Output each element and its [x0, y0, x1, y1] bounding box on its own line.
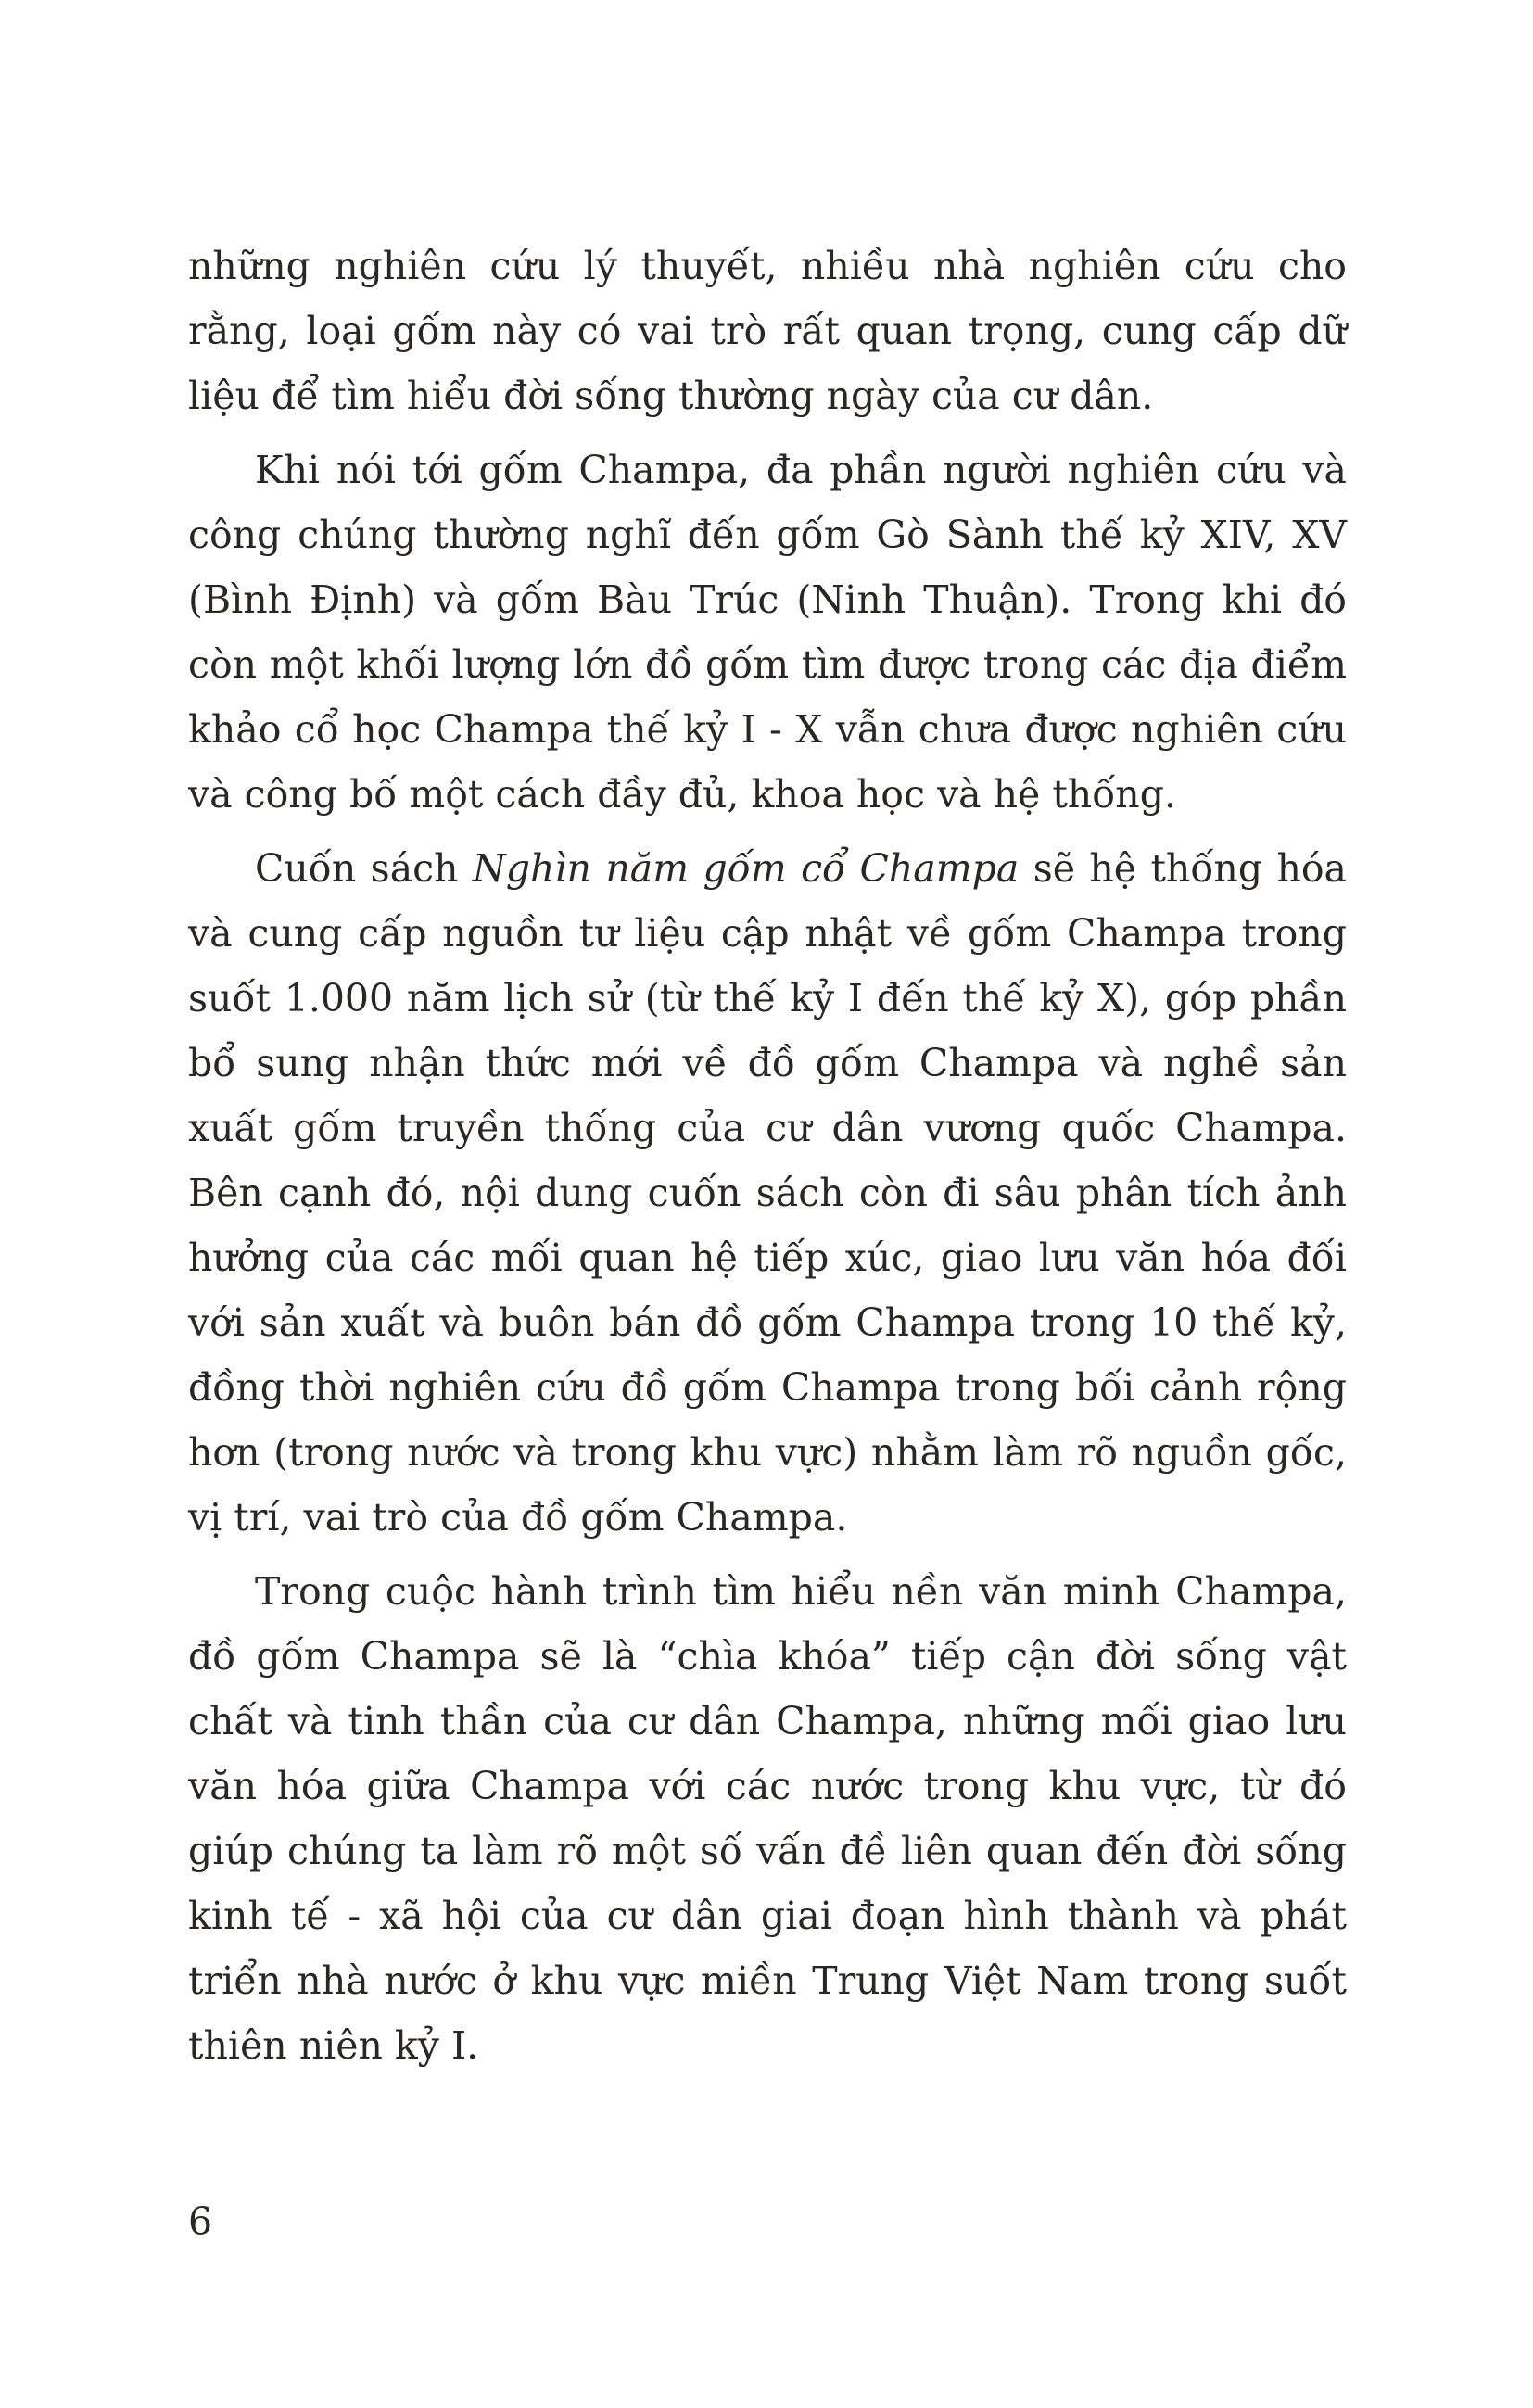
- book-title-italic: Nghìn năm gốm cổ Champa: [472, 846, 1020, 891]
- paragraph-text-after-title: sẽ hệ thống hóa và cung cấp nguồn tư liệu cập nhật về gốm Champa trong suốt 1.000 năm lịch sử (từ thế kỷ I đến thế kỷ X), góp phần bổ sung nhận thức mới về đồ gốm Champa và nghề sản xuất gốm truyền thống của cư dân vương quốc Champa. Bên cạnh đó, nội dung cuốn sách còn đi sâu phân tích ảnh hưởng của các mối quan hệ tiếp xúc, giao lưu văn hóa đối với sản xuất và buôn bán đồ gốm Champa trong 10 thế kỷ, đồng thời nghiên cứu đồ gốm Champa trong bối cảnh rộng hơn (trong nước và trong khu vực) nhằm làm rõ nguồn gốc, vị trí, vai trò của đồ gốm Champa.: [188, 846, 1347, 1540]
- paragraph: Trong cuộc hành trình tìm hiểu nền văn minh Champa, đồ gốm Champa sẽ là “chìa khóa” tiếp cận đời sống vật chất và tinh thần của cư dân Champa, những mối giao lưu văn hóa giữa Champa với các nước trong khu vực, từ đó giúp chúng ta làm rõ một số vấn đề liên quan đến đời sống kinh tế - xã hội của cư dân giai đoạn hình thành và phát triển nhà nước ở khu vực miền Trung Việt Nam trong suốt thiên niên kỷ I.: [188, 1569, 1347, 2068]
- paragraph: Khi nói tới gốm Champa, đa phần người nghiên cứu và công chúng thường nghĩ đến gốm Gò Sành thế kỷ XIV, XV (Bình Định) và gốm Bàu Trúc (Ninh Thuận). Trong khi đó còn một khối lượng lớn đồ gốm tìm được trong các địa điểm khảo cổ học Champa thế kỷ I - X vẫn chưa được nghiên cứu và công bố một cách đầy đủ, khoa học và hệ thống.: [188, 448, 1347, 817]
- paragraph-text-before-title: Cuốn sách: [255, 846, 473, 891]
- paragraph-with-book-title: [188, 836, 1347, 1550]
- paragraph-continuation: những nghiên cứu lý thuyết, nhiều nhà nghiên cứu cho rằng, loại gốm này có vai trò rất quan trọng, cung cấp dữ liệu để tìm hiểu đời sống thường ngày của cư dân.: [188, 244, 1347, 418]
- page-number: 6: [188, 2199, 213, 2244]
- page-text-block: [188, 234, 1347, 2078]
